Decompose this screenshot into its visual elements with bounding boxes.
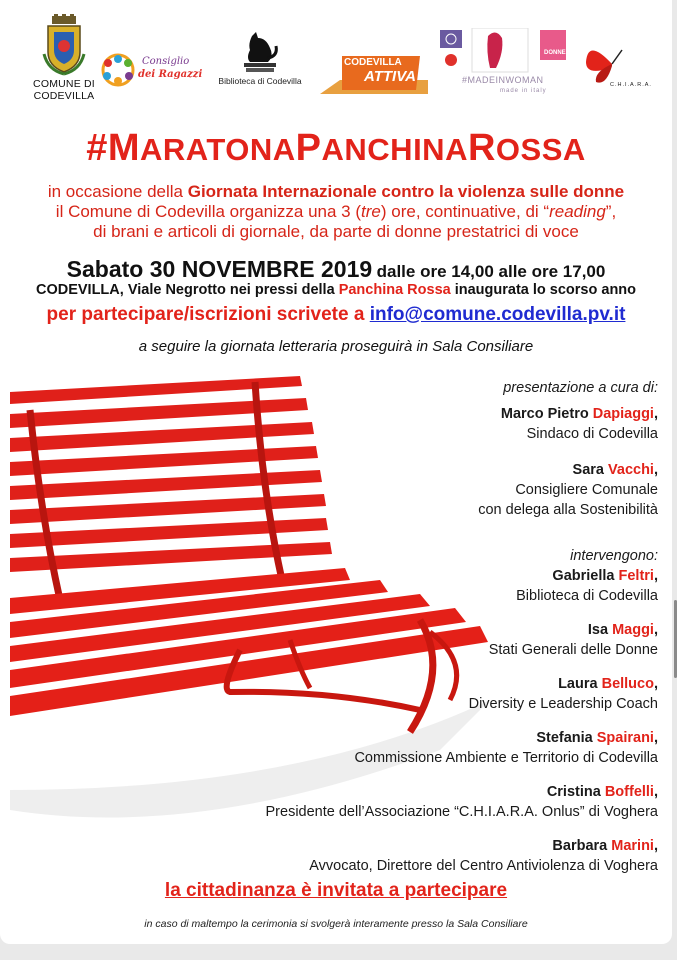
title-w1-cap: M	[107, 127, 141, 169]
intro-l2-e: ”,	[605, 202, 617, 221]
butterfly-icon	[582, 42, 642, 86]
poster-title	[0, 126, 672, 172]
women-badge: DONNE	[544, 50, 566, 56]
speaker-6-last: Marini	[611, 838, 654, 854]
speaker-6: Barbara Marini, Avvocato, Direttore del Centro Antiviolenza di Voghera	[98, 836, 658, 876]
registration-email-link[interactable]: info@comune.codevilla.pv.it	[369, 304, 626, 325]
intro-l2-b: tre	[361, 202, 381, 221]
event-time: dalle ore 14,00 alle ore 17,00	[376, 262, 606, 281]
presentation-header: presentazione a cura di:	[503, 380, 658, 396]
intro-l3: di brani e articoli di giornale, da parte di donne prestatrici di voce	[93, 222, 579, 241]
consiglio-ragazzi-logo	[96, 52, 206, 92]
attiva-line2: ATTIVA	[364, 68, 416, 85]
place-c: inaugurata lo scorso anno	[450, 282, 637, 298]
event-place	[0, 281, 672, 299]
speaker-1-first: Gabriella	[552, 568, 619, 584]
intro-l1-a: in occasione della	[47, 182, 188, 201]
speaker-4: Stefania Spairani, Commissione Ambiente e Territorio di Codevilla	[98, 728, 658, 768]
speaker-2: Isa Maggi, Stati Generali delle Donne	[98, 620, 658, 660]
intro-l2-d: reading	[549, 202, 606, 221]
consiglio-line1: Consiglio	[142, 56, 190, 67]
crest-icon	[42, 14, 86, 76]
comune-logo	[22, 14, 106, 102]
speakers-header: intervengono:	[570, 548, 658, 564]
registration-line	[0, 303, 672, 327]
chiara-label: C.H.I.A.R.A.	[610, 82, 652, 88]
biblioteca-label: Biblioteca di Codevilla	[218, 76, 302, 86]
speaker-3-last: Belluco	[601, 676, 654, 692]
speaker-3: Laura Belluco, Diversity e Leadership Coach	[98, 674, 658, 714]
presenter-2-last: Vacchi	[608, 462, 654, 478]
madeinwoman-sub: made in italy	[500, 88, 547, 94]
speaker-3-first: Laura	[558, 676, 602, 692]
consiglio-line2: dei Ragazzi	[138, 69, 203, 80]
presenter-2-first: Sara	[572, 462, 609, 478]
presenter-2-role2: con delega alla Sostenibilità	[478, 502, 658, 518]
speaker-2-first: Isa	[587, 622, 613, 638]
title-w1-rest: ARATONA	[140, 132, 296, 167]
intro-l1-b: Giornata Internazionale contro la violenza sulle donne	[187, 182, 625, 201]
presenter-2-role: Consigliere Comunale	[515, 482, 658, 498]
attiva-line1: CODEVILLA	[344, 57, 402, 68]
biblioteca-logo	[205, 30, 315, 90]
speaker-5: Cristina Boffelli, Presidente dell’Associazione “C.H.I.A.R.A. Onlus” di Voghera	[98, 782, 658, 822]
speaker-2-role: Stati Generali delle Donne	[488, 642, 658, 658]
title-hash: #	[86, 127, 108, 169]
weather-footnote: in caso di maltempo la cerimonia si svolgerà interamente presso la Sala Consiliare	[144, 918, 528, 930]
event-date: Sabato 30 NOVEMBRE 2019	[66, 256, 373, 282]
registration-text: per partecipare/iscrizioni scrivete a	[46, 304, 370, 325]
place-b: Panchina Rossa	[338, 282, 451, 298]
presenter-1-last: Dapiaggi	[592, 406, 654, 422]
speaker-4-last: Spairani	[596, 730, 654, 746]
invitation-line: la cittadinanza è invitata a partecipare	[164, 880, 508, 901]
title-w2-rest: ANCHINA	[321, 132, 468, 167]
place-a: CODEVILLA, Viale Negrotto nei pressi della	[35, 282, 339, 298]
speaker-1-role: Biblioteca di Codevilla	[516, 588, 658, 604]
chiara-logo	[582, 42, 662, 102]
speaker-1-last: Feltri	[618, 568, 654, 584]
speaker-1: Gabriella Feltri, Biblioteca di Codevilla	[98, 566, 658, 606]
speaker-2-last: Maggi	[612, 622, 654, 638]
intro-text	[0, 182, 672, 242]
cat-on-books-icon	[238, 30, 282, 76]
presenter-1: Marco Pietro Dapiaggi, Sindaco di Codevilla	[98, 404, 658, 444]
speaker-5-last: Boffelli	[604, 784, 654, 800]
madeinwoman-tag: #MADEINWOMAN	[462, 75, 544, 85]
follow-note: a seguire la giornata letteraria proseguirà in Sala Consiliare	[138, 338, 534, 355]
madeinwoman-logo	[440, 28, 572, 100]
speaker-4-role: Commissione Ambiente e Territorio di Codevilla	[354, 750, 658, 766]
people-circle-icon	[96, 52, 140, 88]
codevilla-attiva-logo	[320, 54, 432, 96]
intro-l2-a: il Comune di Codevilla organizza una 3 (	[55, 202, 362, 221]
speaker-6-role: Avvocato, Direttore del Centro Antiviolenza di Voghera	[309, 858, 658, 874]
speaker-4-first: Stefania	[536, 730, 597, 746]
speaker-3-role: Diversity e Leadership Coach	[468, 696, 658, 712]
speaker-5-role: Presidente dell’Associazione “C.H.I.A.R.A. Onlus” di Voghera	[265, 804, 658, 820]
intro-l2-c: ) ore, continuative, di “	[380, 202, 550, 221]
presenter-2: Sara Vacchi, Consigliere Comunale con delega alla Sostenibilità	[98, 460, 658, 520]
presenter-1-role: Sindaco di Codevilla	[526, 426, 658, 442]
comune-logo-label: COMUNE DI CODEVILLA	[33, 78, 95, 102]
speaker-6-first: Barbara	[552, 838, 612, 854]
title-w2-cap: P	[295, 127, 322, 169]
presenter-1-first: Marco Pietro	[500, 406, 593, 422]
title-w3-cap: R	[467, 127, 496, 169]
title-w3-rest: OSSA	[495, 132, 586, 167]
speaker-5-first: Cristina	[546, 784, 605, 800]
logo-bar	[0, 0, 672, 115]
speakers-column	[98, 378, 658, 876]
